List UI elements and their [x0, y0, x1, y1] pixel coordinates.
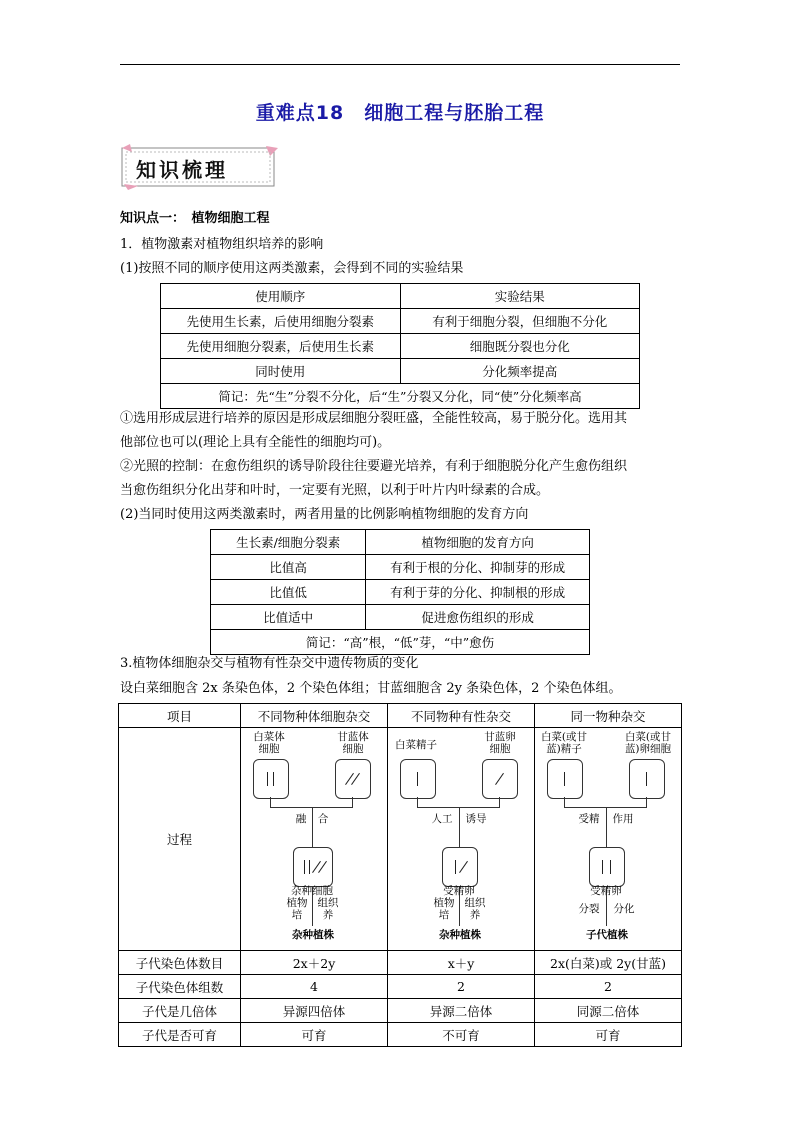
table2-cell: 促进愈伤组织的形成	[366, 605, 590, 630]
process-label: 过程	[119, 728, 241, 951]
table1-cell: 有利于细胞分裂，但细胞不分化	[400, 309, 640, 334]
diagram2-mid-label: 受精卵	[443, 885, 475, 897]
table3-cell: 异源二倍体	[388, 999, 535, 1023]
diagram1-left-label-1: 白菜体	[253, 731, 285, 743]
paragraph-2-line-2: 当愈伤组织分化出芽和叶时，一定要有光照，以利于叶片内叶绿素的合成。	[120, 483, 550, 498]
table3-cell: x＋y	[388, 951, 535, 975]
table1-header: 使用顺序	[161, 284, 401, 309]
table1-cell: 同时使用	[161, 359, 401, 384]
banner-title: 知识梳理	[136, 158, 228, 182]
table1-cell: 细胞既分裂也分化	[400, 334, 640, 359]
table2-cell: 有利于芽的分化、抑制根的形成	[366, 580, 590, 605]
cabbage-cell-icon	[253, 759, 289, 799]
table1-note: 简记：先“生”分裂不分化，后“生”分裂又分化，同“使”分化频率高	[161, 384, 640, 409]
diagram3-merge-1: 受精	[578, 813, 600, 825]
table3-cell: 同源二倍体	[535, 999, 682, 1023]
section-banner	[120, 144, 280, 190]
table1-header: 实验结果	[400, 284, 640, 309]
item3-description: 设白菜细胞含 2x 条染色体，2 个染色体组；甘蓝细胞含 2y 条染色体，2 个染色体组。	[120, 681, 622, 696]
diagram2-step-a-1: 植物	[433, 897, 455, 909]
item3-heading: 3.植物体细胞杂交与植物有性杂交中遗传物质的变化	[120, 656, 419, 671]
table1-cell: 先使用生长素，后使用细胞分裂素	[161, 309, 401, 334]
table3-cell: 2	[388, 975, 535, 999]
diagram-somatic-hybrid	[241, 728, 388, 951]
sperm-icon	[547, 759, 583, 799]
diagram1-step-b-2: 养	[322, 909, 334, 921]
diagram3-left-label-1: 白菜(或甘	[540, 731, 588, 743]
diagram1-right-label-2: 细胞	[342, 743, 364, 755]
kale-egg-icon	[482, 759, 518, 799]
diagram3-result: 子代植株	[586, 929, 628, 941]
diagram3-left-label-2: 蓝)精子	[546, 743, 582, 755]
diagram2-merge-2: 诱导	[465, 813, 487, 825]
hybridization-table	[118, 703, 682, 1047]
item1-heading: 1．植物激素对植物组织培养的影响	[120, 237, 324, 252]
hormone-order-table	[160, 283, 640, 409]
sub1-heading: (1)按照不同的顺序使用这两类激素，会得到不同的实验结果	[120, 261, 464, 276]
table3-cell: 不可育	[388, 1023, 535, 1047]
diagram1-mid-label: 杂种细胞	[291, 885, 333, 897]
table3-row-label: 子代染色体数目	[119, 951, 241, 975]
diagram2-result: 杂种植株	[439, 929, 481, 941]
table3-header: 项目	[119, 704, 241, 728]
diagram2-right-label-1: 甘蓝卵	[484, 731, 516, 743]
paragraph-2-line-1: ②光照的控制：在愈伤组织的诱导阶段往往要避光培养，有利于细胞脱分化产生愈伤组织	[120, 459, 628, 474]
table3-cell: 可育	[241, 1023, 388, 1047]
diagram2-right-label-2: 细胞	[489, 743, 511, 755]
zygote-icon	[442, 847, 478, 887]
table2-cell: 比值低	[211, 580, 366, 605]
page-title: 重难点18 细胞工程与胚胎工程	[255, 102, 545, 124]
table2-header: 植物细胞的发育方向	[366, 530, 590, 555]
table3-row-label: 子代染色体组数	[119, 975, 241, 999]
sub2-heading: (2)当同时使用这两类激素时，两者用量的比例影响植物细胞的发育方向	[120, 507, 529, 522]
diagram2-step-b-1: 组织	[464, 897, 486, 909]
table2-cell: 比值高	[211, 555, 366, 580]
diagram3-step-a-1: 分裂	[578, 903, 600, 915]
diagram-same-species	[535, 728, 682, 951]
table3-cell: 2	[535, 975, 682, 999]
table2-header: 生长素/细胞分裂素	[211, 530, 366, 555]
diagram3-merge-2: 作用	[612, 813, 634, 825]
diagram1-step-b-1: 组织	[317, 897, 339, 909]
table2-cell: 有利于根的分化、抑制芽的形成	[366, 555, 590, 580]
diagram1-result: 杂种植株	[292, 929, 334, 941]
section1-heading: 知识点一： 植物细胞工程	[120, 211, 270, 226]
table3-header: 同一物种杂交	[535, 704, 682, 728]
table3-row-label: 子代是否可育	[119, 1023, 241, 1047]
diagram2-merge-1: 人工	[431, 813, 453, 825]
hormone-ratio-table	[210, 529, 590, 655]
table3-cell: 2x(白菜)或 2y(甘蓝)	[535, 951, 682, 975]
kale-cell-icon	[335, 759, 371, 799]
zygote-icon	[589, 847, 625, 887]
table3-cell: 2x＋2y	[241, 951, 388, 975]
diagram3-right-label-1: 白菜(或甘	[624, 731, 672, 743]
diagram1-merge-2: 合	[317, 813, 329, 825]
diagram1-step-a-1: 植物	[286, 897, 308, 909]
diagram2-step-b-2: 养	[469, 909, 481, 921]
diagram2-left-label-1: 白菜精子	[395, 739, 437, 751]
diagram1-right-label-1: 甘蓝体	[337, 731, 369, 743]
diagram3-mid-label: 受精卵	[590, 885, 622, 897]
paragraph-1-line-2: 他部位也可以(理论上具有全能性的细胞均可)。	[120, 435, 391, 450]
table3-header: 不同物种有性杂交	[388, 704, 535, 728]
diagram1-merge-1: 融	[295, 813, 307, 825]
table1-cell: 先使用细胞分裂素，后使用生长素	[161, 334, 401, 359]
table3-row-label: 子代是几倍体	[119, 999, 241, 1023]
diagram1-left-label-2: 细胞	[258, 743, 280, 755]
diagram2-step-a-2: 培	[438, 909, 450, 921]
table2-cell: 比值适中	[211, 605, 366, 630]
cabbage-sperm-icon	[400, 759, 436, 799]
egg-icon	[629, 759, 665, 799]
top-rule	[120, 64, 680, 65]
diagram3-right-label-2: 蓝)卵细胞	[624, 743, 672, 755]
diagram3-step-b-1: 分化	[613, 903, 635, 915]
table3-header: 不同物种体细胞杂交	[241, 704, 388, 728]
hybrid-cell-icon	[293, 847, 333, 887]
table1-cell: 分化频率提高	[400, 359, 640, 384]
table3-cell: 异源四倍体	[241, 999, 388, 1023]
paragraph-1-line-1: ①选用形成层进行培养的原因是形成层细胞分裂旺盛，全能性较高，易于脱分化。选用其	[120, 411, 628, 426]
table2-note: 简记：“高”根，“低”芽，“中”愈伤	[211, 630, 590, 655]
table3-cell: 可育	[535, 1023, 682, 1047]
diagram1-step-a-2: 培	[291, 909, 303, 921]
table3-cell: 4	[241, 975, 388, 999]
diagram-sexual-hybrid	[388, 728, 535, 951]
